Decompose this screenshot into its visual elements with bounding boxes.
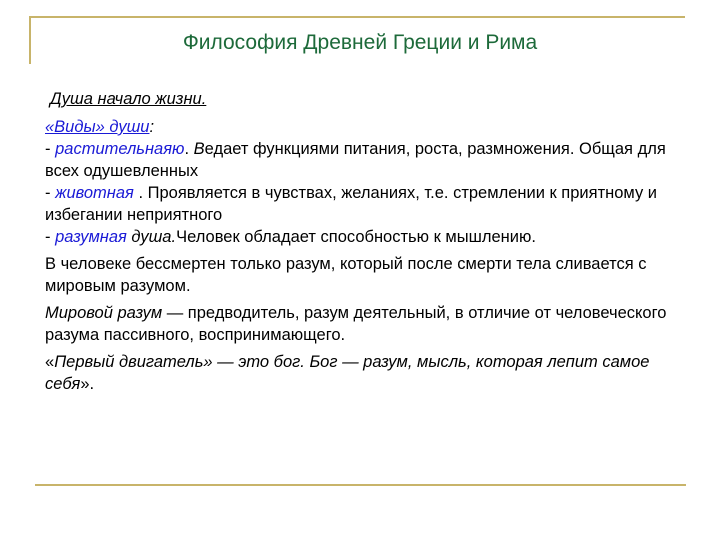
kinds-colon: : xyxy=(149,118,155,136)
kinds-heading-line xyxy=(45,116,685,138)
mind-paragraph: В человеке бессмертен только разум, который после смерти тела сливается с мировым разумом. xyxy=(45,255,647,295)
plant-v: В xyxy=(193,140,205,158)
slide-title: Философия Древней Греции и Рима xyxy=(182,31,538,54)
prime-mover-close: ». xyxy=(80,375,95,393)
plant-dot: . xyxy=(184,140,194,158)
plant-dash: - xyxy=(45,140,56,158)
rational-term: разумная xyxy=(55,228,127,246)
rational-term2: душа. xyxy=(126,228,177,246)
plant-soul xyxy=(45,138,685,182)
prime-mover-text: Первый двигатель» — это бог. Бог — разум, мысль, которая лепит самое себя xyxy=(45,353,650,393)
slide-content xyxy=(45,88,685,395)
top-rule xyxy=(29,16,685,18)
prime-mover-open: « xyxy=(45,353,55,371)
rational-text: Человек обладает способностью к мышлению. xyxy=(176,228,536,246)
bottom-rule xyxy=(35,484,686,486)
rational-soul xyxy=(45,226,685,248)
animal-dash: - xyxy=(45,184,56,202)
world-mind-paragraph xyxy=(45,302,685,346)
world-mind-text: — предводитель, разум деятельный, в отличие от человеческого разума пассивного, воспринимающего. xyxy=(45,304,667,344)
subtitle: Душа начало жизни. xyxy=(50,90,207,108)
rational-dash: - xyxy=(45,228,56,246)
plant-term: растительнаяю xyxy=(55,140,185,158)
kinds-heading: «Виды» души xyxy=(45,118,150,136)
animal-soul xyxy=(45,182,685,226)
prime-mover-paragraph xyxy=(45,351,685,395)
world-mind-term: Мировой разум xyxy=(45,304,163,322)
animal-text: . Проявляется в чувствах, желаниях, т.е. стремлении к приятному и избегании неприятного xyxy=(45,184,657,224)
animal-term: животная xyxy=(55,184,134,202)
plant-text: едает функциями питания, роста, размножения. Общая для всех одушевленных xyxy=(45,140,666,180)
